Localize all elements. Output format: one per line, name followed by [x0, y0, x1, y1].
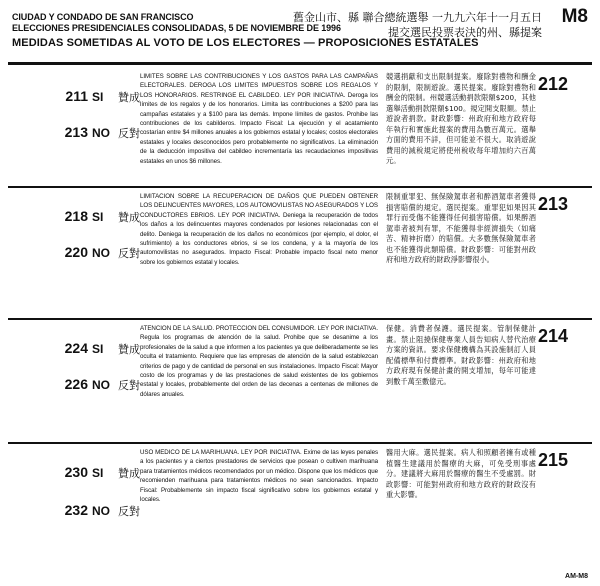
vote-no-chinese: 反對	[118, 379, 140, 392]
vote-yes-chinese: 贊成	[118, 343, 140, 356]
proposition-text-chinese: 限制重罪犯、無保險駕車者和醉酒駕車者獲得損害賠償的規定。選民提案。重罪犯如果因其罪行而受傷不能獲得任何損害賠償。如果醉酒駕車者被判有罪，不能獲得非經濟損失（如痛苦、精神折磨）的賠償。大多數無保險駕車者也不能獲得此類賠償。財政影響：可能對州政府和地方政府的財政淨影響很小。	[386, 192, 536, 264]
vote-no-code: 232	[64, 502, 88, 518]
vote-no-chinese: 反對	[118, 247, 140, 260]
vote-yes-code: 224	[64, 340, 88, 356]
header-election-line: ELECCIONES PRESIDENCIALES CONSOLIDADAS, 5 DE NOVIEMBRE DE 1996	[12, 23, 341, 33]
proposition-number: 214	[538, 326, 569, 346]
ballot-header	[0, 0, 600, 62]
footer-code: AM-M8	[565, 573, 588, 580]
vote-no-row	[60, 244, 140, 261]
vote-yes-chinese: 贊成	[118, 211, 140, 224]
vote-no-label: NO	[92, 126, 110, 140]
vote-yes-label: SI	[92, 342, 104, 356]
vote-no-label: NO	[92, 378, 110, 392]
section-divider	[8, 318, 592, 320]
header-city-line: CIUDAD Y CONDADO DE SAN FRANCISCO	[12, 12, 194, 22]
vote-yes-row	[60, 340, 140, 357]
vote-no-row	[60, 502, 140, 519]
vote-yes-row	[60, 88, 140, 105]
header-rule	[8, 62, 592, 65]
proposition-text-spanish: LIMITACION SOBRE LA RECUPERACION DE DAÑOS QUE PUEDEN OBTENER LOS DELINCUENTES MAYORES, LOS AUTOMOVILISTAS NO ASEGURADOS Y LOS CONDUCTORES EBRIOS. LEY POR INICIATIVA. Deniega la recuperación de todos los daños a los delincuentes mayores condenados por lesiones relacionadas con el delito. Deniega la recuperación de los daños no económicos (por ejemplo, el dolor, el sufrimiento) a los conductores ebrios, si se los condena, y a la mayoría de los automovilistas no asegurados. Impacto Fiscal: Probable impacto fiscal neto menor sobre los gobiernos estatal y locales.	[140, 193, 378, 266]
page-title: MEDIDAS SOMETIDAS AL VOTO DE LOS ELECTORES — PROPOSICIONES ESTATALES	[12, 37, 479, 49]
proposition-section	[8, 318, 592, 442]
vote-yes-label: SI	[92, 90, 104, 104]
section-divider	[8, 186, 592, 188]
proposition-text-spanish: USO MEDICO DE LA MARIHUANA. LEY POR INICIATIVA. Exime de las leyes penales a los pacientes y a ciertos prestadores de servicios que posean o cultiven marihuana para tratamientos médicos recomendados por un médico. Dispone que los médicos que recomienden marihuana para tratamientos médicos no sean sancionados. Impacto Fiscal: Probablemente sin impacto fiscal significativo sobre los gobiernos estatal y locales.	[140, 449, 378, 504]
header-chinese	[293, 10, 542, 40]
vote-yes-code: 230	[64, 464, 88, 480]
vote-yes-code: 218	[64, 208, 88, 224]
vote-no-code: 213	[64, 124, 88, 140]
proposition-text-spanish: ATENCION DE LA SALUD. PROTECCION DEL CONSUMIDOR. LEY POR INICIATIVA. Regula los programas de atención de la salud. Prohibe que se desanime a los profesionales de la salud a que informen a los pacientes ya que deliberadamente se les oculta el tratamiento. Requiere que las empresas de atención de la salud establezcan criterios de pago y de cantidad de personal en sus instalaciones. Impacto Fiscal: Mayor costo de los programas y de las prestaciones de salud existentes de los gobiernos estatal y locales, probablemente del orden de las decenas a centenas de millones de dólares anuales.	[140, 325, 378, 398]
vote-no-row	[60, 124, 140, 141]
header-chinese-line1: 舊金山市、縣 聯合總統選舉 一九九六年十一月五日	[293, 11, 542, 24]
vote-no-chinese: 反對	[118, 505, 140, 518]
section-divider	[8, 442, 592, 444]
header-chinese-line2: 提交選民投票表決的州、縣提案	[388, 26, 542, 39]
vote-yes-chinese: 贊成	[118, 467, 140, 480]
vote-yes-row	[60, 208, 140, 225]
vote-yes-code: 211	[65, 88, 88, 104]
proposition-number: 213	[538, 194, 569, 214]
proposition-text-chinese: 競選捐獻和支出限制提案。廢除對禮物和酬金的限制，限制遊說。選民提案。廢除對禮物和酬金的限制。州競選活動捐款限額$200，其他選舉活動捐款限額$100。規定開支限額。禁止遊說者捐款。財政影響：州政府和地方政府每年執行和實施此提案的費用為數百萬元。選舉方面的費用不詳，但可能並不很大。取消遊說費用的減稅規定將使州稅收每年增加約六百萬元。	[386, 72, 536, 165]
proposition-number: 212	[538, 74, 569, 94]
proposition-text-spanish: LIMITES SOBRE LAS CONTRIBUCIONES Y LOS GASTOS PARA LAS CAMPAÑAS ELECTORALES. DEROGA LOS LIMITES IMPUESTOS SOBRE LOS REGALOS Y LOS HONORARIOS. RESTRINGE EL CABILDEO. LEY POR INICIATIVA. Deroga los límites de los regalos y de los honorarios. Limita las contribuciones a $200 para las campañas estatales y a $100 para las demás. Impone límites de gastos. Prohibe las contribuciones de los cabilderos. Impacto Fiscal: La ejecución y el acatamiento costarían entre $4 millones anuales a los gobiernos estatal y locales; costos electorales estatales y locales desconocidos pero probablemente no significativos. La eliminación de la deducción impositiva del cabildeo incrementaría las recaudaciones impositivas estatales en unos $6 millones.	[140, 73, 378, 165]
proposition-section	[8, 186, 592, 310]
proposition-number: 215	[538, 450, 569, 470]
proposition-section	[8, 66, 592, 190]
vote-no-label: NO	[92, 246, 110, 260]
vote-yes-label: SI	[92, 210, 104, 224]
proposition-text-chinese: 醫用大麻。選民提案。病人和照顧者擁有或種植醫生建議用於醫療的大麻，可免受刑事處分。建議將大麻用於醫療的醫生不受處罰。財政影響：可能對州政府和地方政府的財政沒有重大影響。	[386, 448, 536, 499]
vote-yes-chinese: 贊成	[118, 91, 140, 104]
proposition-text-chinese: 保健。消費者保護。選民提案。管制保健計畫。禁止阻撓保健專業人員告知病人替代治療方案的資訊。要求保健機構為其設施制訂人員配備標準和付費標準。財政影響：州政府和地方政府現有保健計畫的開支增加，每年可能達到數千萬至數億元。	[386, 324, 536, 386]
vote-yes-row	[60, 464, 140, 481]
vote-yes-label: SI	[92, 466, 104, 480]
vote-no-code: 220	[64, 244, 88, 260]
vote-no-row	[60, 376, 140, 393]
vote-no-label: NO	[92, 504, 110, 518]
proposition-section	[8, 442, 592, 566]
vote-no-code: 226	[64, 376, 88, 392]
page-code: M8	[561, 6, 588, 27]
vote-no-chinese: 反對	[118, 127, 140, 140]
